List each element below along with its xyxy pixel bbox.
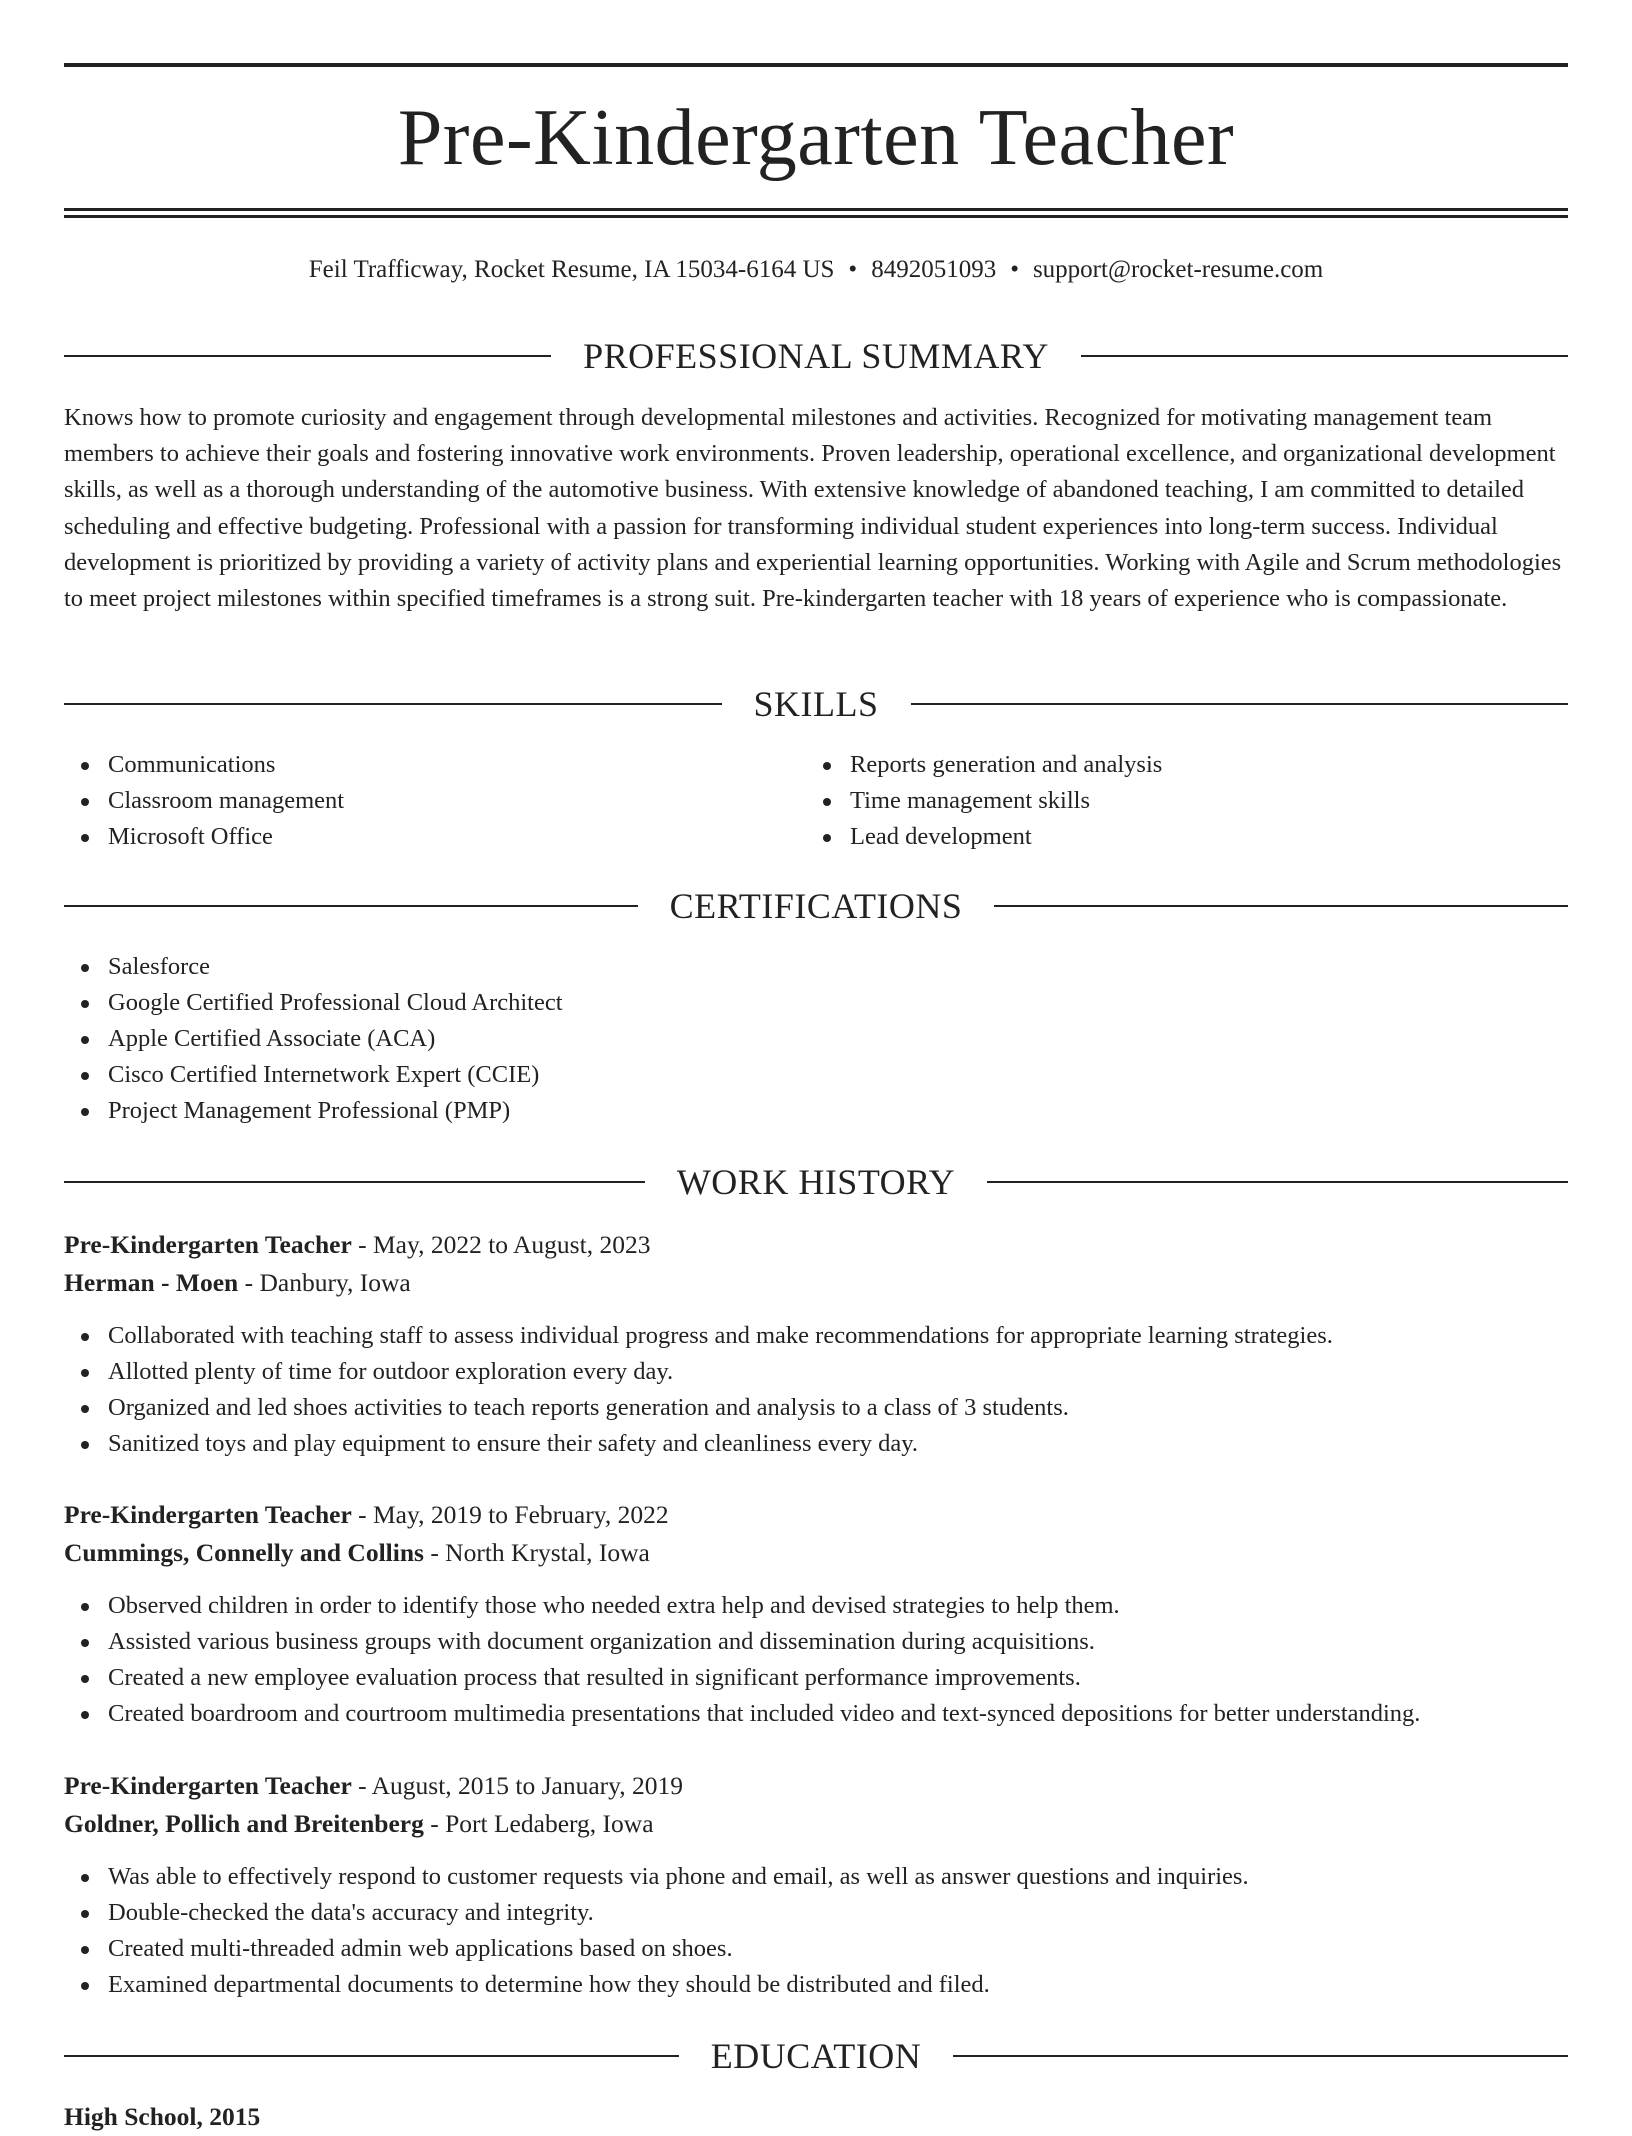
job-title: Pre-Kindergarten Teacher	[64, 1500, 352, 1529]
section-rule	[994, 905, 1568, 907]
job-bullet: Assisted various business groups with document organization and dissemination during acquisitions.	[64, 1624, 1568, 1660]
contact-address: Feil Trafficway, Rocket Resume, IA 15034-6164 US	[308, 256, 835, 283]
section-header-skills	[64, 682, 1568, 726]
job-bullet: Examined departmental documents to determine how they should be distributed and filed.	[64, 1967, 1568, 2003]
certifications-list	[64, 949, 1568, 1129]
job-title-line	[64, 1496, 1568, 1534]
job-company-line	[64, 1805, 1568, 1843]
certification-item: Google Certified Professional Cloud Architect	[64, 985, 1568, 1021]
job-bullet: Created multi-threaded admin web applications based on shoes.	[64, 1931, 1568, 1967]
education-degree: High School, 2015	[64, 2102, 261, 2131]
summary-text: Knows how to promote curiosity and engagement through developmental milestones and activities. Recognized for motivating management team members to achieve their goals and fostering innovative work environments. Proven leadership, operational excellence, and organizational development skills, as well as a thorough understanding of the automotive business. With extensive knowledge of abandoned teaching, I am committed to detailed scheduling and effective budgeting. Professional with a passion for transforming individual student experiences into long-term success. Individual development is prioritized by providing a variety of activity plans and experiential learning opportunities. Working with Agile and Scrum methodologies to meet project milestones within specified timeframes is a strong suit. Pre-kindergarten teacher with 18 years of experience who is compassionate.	[64, 404, 1562, 613]
section-title: WORK HISTORY	[676, 1162, 956, 1202]
job-title: Pre-Kindergarten Teacher	[64, 1771, 352, 1800]
job-company-line	[64, 1264, 1568, 1302]
section-rule	[64, 1181, 645, 1183]
job-location: - North Krystal, Iowa	[423, 1538, 650, 1567]
section-title: PROFESSIONAL SUMMARY	[583, 336, 1049, 376]
certification-item: Project Management Professional (PMP)	[64, 1093, 1568, 1129]
skill-item: Lead development	[806, 819, 1546, 855]
section-rule	[987, 1181, 1568, 1183]
job-bullet: Double-checked the data's accuracy and integrity.	[64, 1895, 1568, 1931]
certification-item: Salesforce	[64, 949, 1568, 985]
job-entry	[64, 1496, 1568, 1732]
job-bullet: Created a new employee evaluation process that resulted in significant performance improvements.	[64, 1660, 1568, 1696]
section-title: CERTIFICATIONS	[669, 886, 963, 926]
job-bullet: Collaborated with teaching staff to assess individual progress and make recommendations for appropriate learning strategies.	[64, 1318, 1568, 1354]
job-bullet: Created boardroom and courtroom multimedia presentations that included video and text-synced depositions for better understanding.	[64, 1696, 1568, 1732]
job-title: Pre-Kindergarten Teacher	[64, 1230, 352, 1259]
resume-title: Pre-Kindergarten Teacher	[397, 94, 1235, 182]
job-bullet: Observed children in order to identify those who needed extra help and devised strategies to help them.	[64, 1588, 1568, 1624]
skills-column-left	[64, 747, 804, 855]
job-bullet: Allotted plenty of time for outdoor exploration every day.	[64, 1354, 1568, 1390]
section-header-summary	[64, 334, 1568, 378]
section-rule	[64, 355, 551, 357]
section-rule	[953, 2055, 1568, 2057]
top-rule	[64, 63, 1568, 67]
job-title-line	[64, 1226, 1568, 1264]
job-company: Goldner, Pollich and Breitenberg	[64, 1809, 424, 1838]
contact-email: support@rocket-resume.com	[1032, 256, 1324, 283]
skill-item: Reports generation and analysis	[806, 747, 1546, 783]
skill-item: Microsoft Office	[64, 819, 804, 855]
job-entry	[64, 1226, 1568, 1462]
skill-item: Time management skills	[806, 783, 1546, 819]
job-company: Cummings, Connelly and Collins	[64, 1538, 424, 1567]
section-rule	[911, 703, 1569, 705]
section-title: SKILLS	[753, 684, 879, 724]
job-location: - Danbury, Iowa	[238, 1268, 411, 1297]
job-entry	[64, 1767, 1568, 2003]
contact-line	[64, 254, 1568, 286]
section-rule	[64, 905, 638, 907]
job-company: Herman - Moen	[64, 1268, 239, 1297]
job-bullet: Was able to effectively respond to customer requests via phone and email, as well as answer questions and inquiries.	[64, 1859, 1568, 1895]
job-bullets	[64, 1318, 1568, 1462]
section-rule	[64, 2055, 679, 2057]
certification-item: Cisco Certified Internetwork Expert (CCIE)	[64, 1057, 1568, 1093]
job-dates: - May, 2019 to February, 2022	[351, 1500, 669, 1529]
contact-phone: 8492051093	[871, 256, 997, 283]
section-header-education	[64, 2034, 1568, 2078]
job-title-line	[64, 1767, 1568, 1805]
job-bullet: Sanitized toys and play equipment to ensure their safety and cleanliness every day.	[64, 1426, 1568, 1462]
job-bullets	[64, 1859, 1568, 2003]
job-dates: - May, 2022 to August, 2023	[351, 1230, 651, 1259]
certification-item: Apple Certified Associate (ACA)	[64, 1021, 1568, 1057]
title-rule-upper	[64, 208, 1568, 211]
contact-separator: •	[848, 256, 858, 283]
skill-item: Classroom management	[64, 783, 804, 819]
skill-item: Communications	[64, 747, 804, 783]
section-header-certifications	[64, 884, 1568, 928]
section-header-work	[64, 1160, 1568, 1204]
section-rule	[1081, 355, 1568, 357]
skills-column-right	[806, 747, 1546, 855]
job-location: - Port Ledaberg, Iowa	[423, 1809, 654, 1838]
education-entry	[64, 2098, 260, 2136]
contact-separator: •	[1010, 256, 1019, 283]
section-title: EDUCATION	[710, 2036, 922, 2076]
title-rule-lower	[64, 215, 1568, 218]
job-bullets	[64, 1588, 1568, 1732]
section-rule	[64, 703, 722, 705]
job-company-line	[64, 1534, 1568, 1572]
job-dates: - August, 2015 to January, 2019	[351, 1771, 684, 1800]
job-bullet: Organized and led shoes activities to teach reports generation and analysis to a class of 3 students.	[64, 1390, 1568, 1426]
